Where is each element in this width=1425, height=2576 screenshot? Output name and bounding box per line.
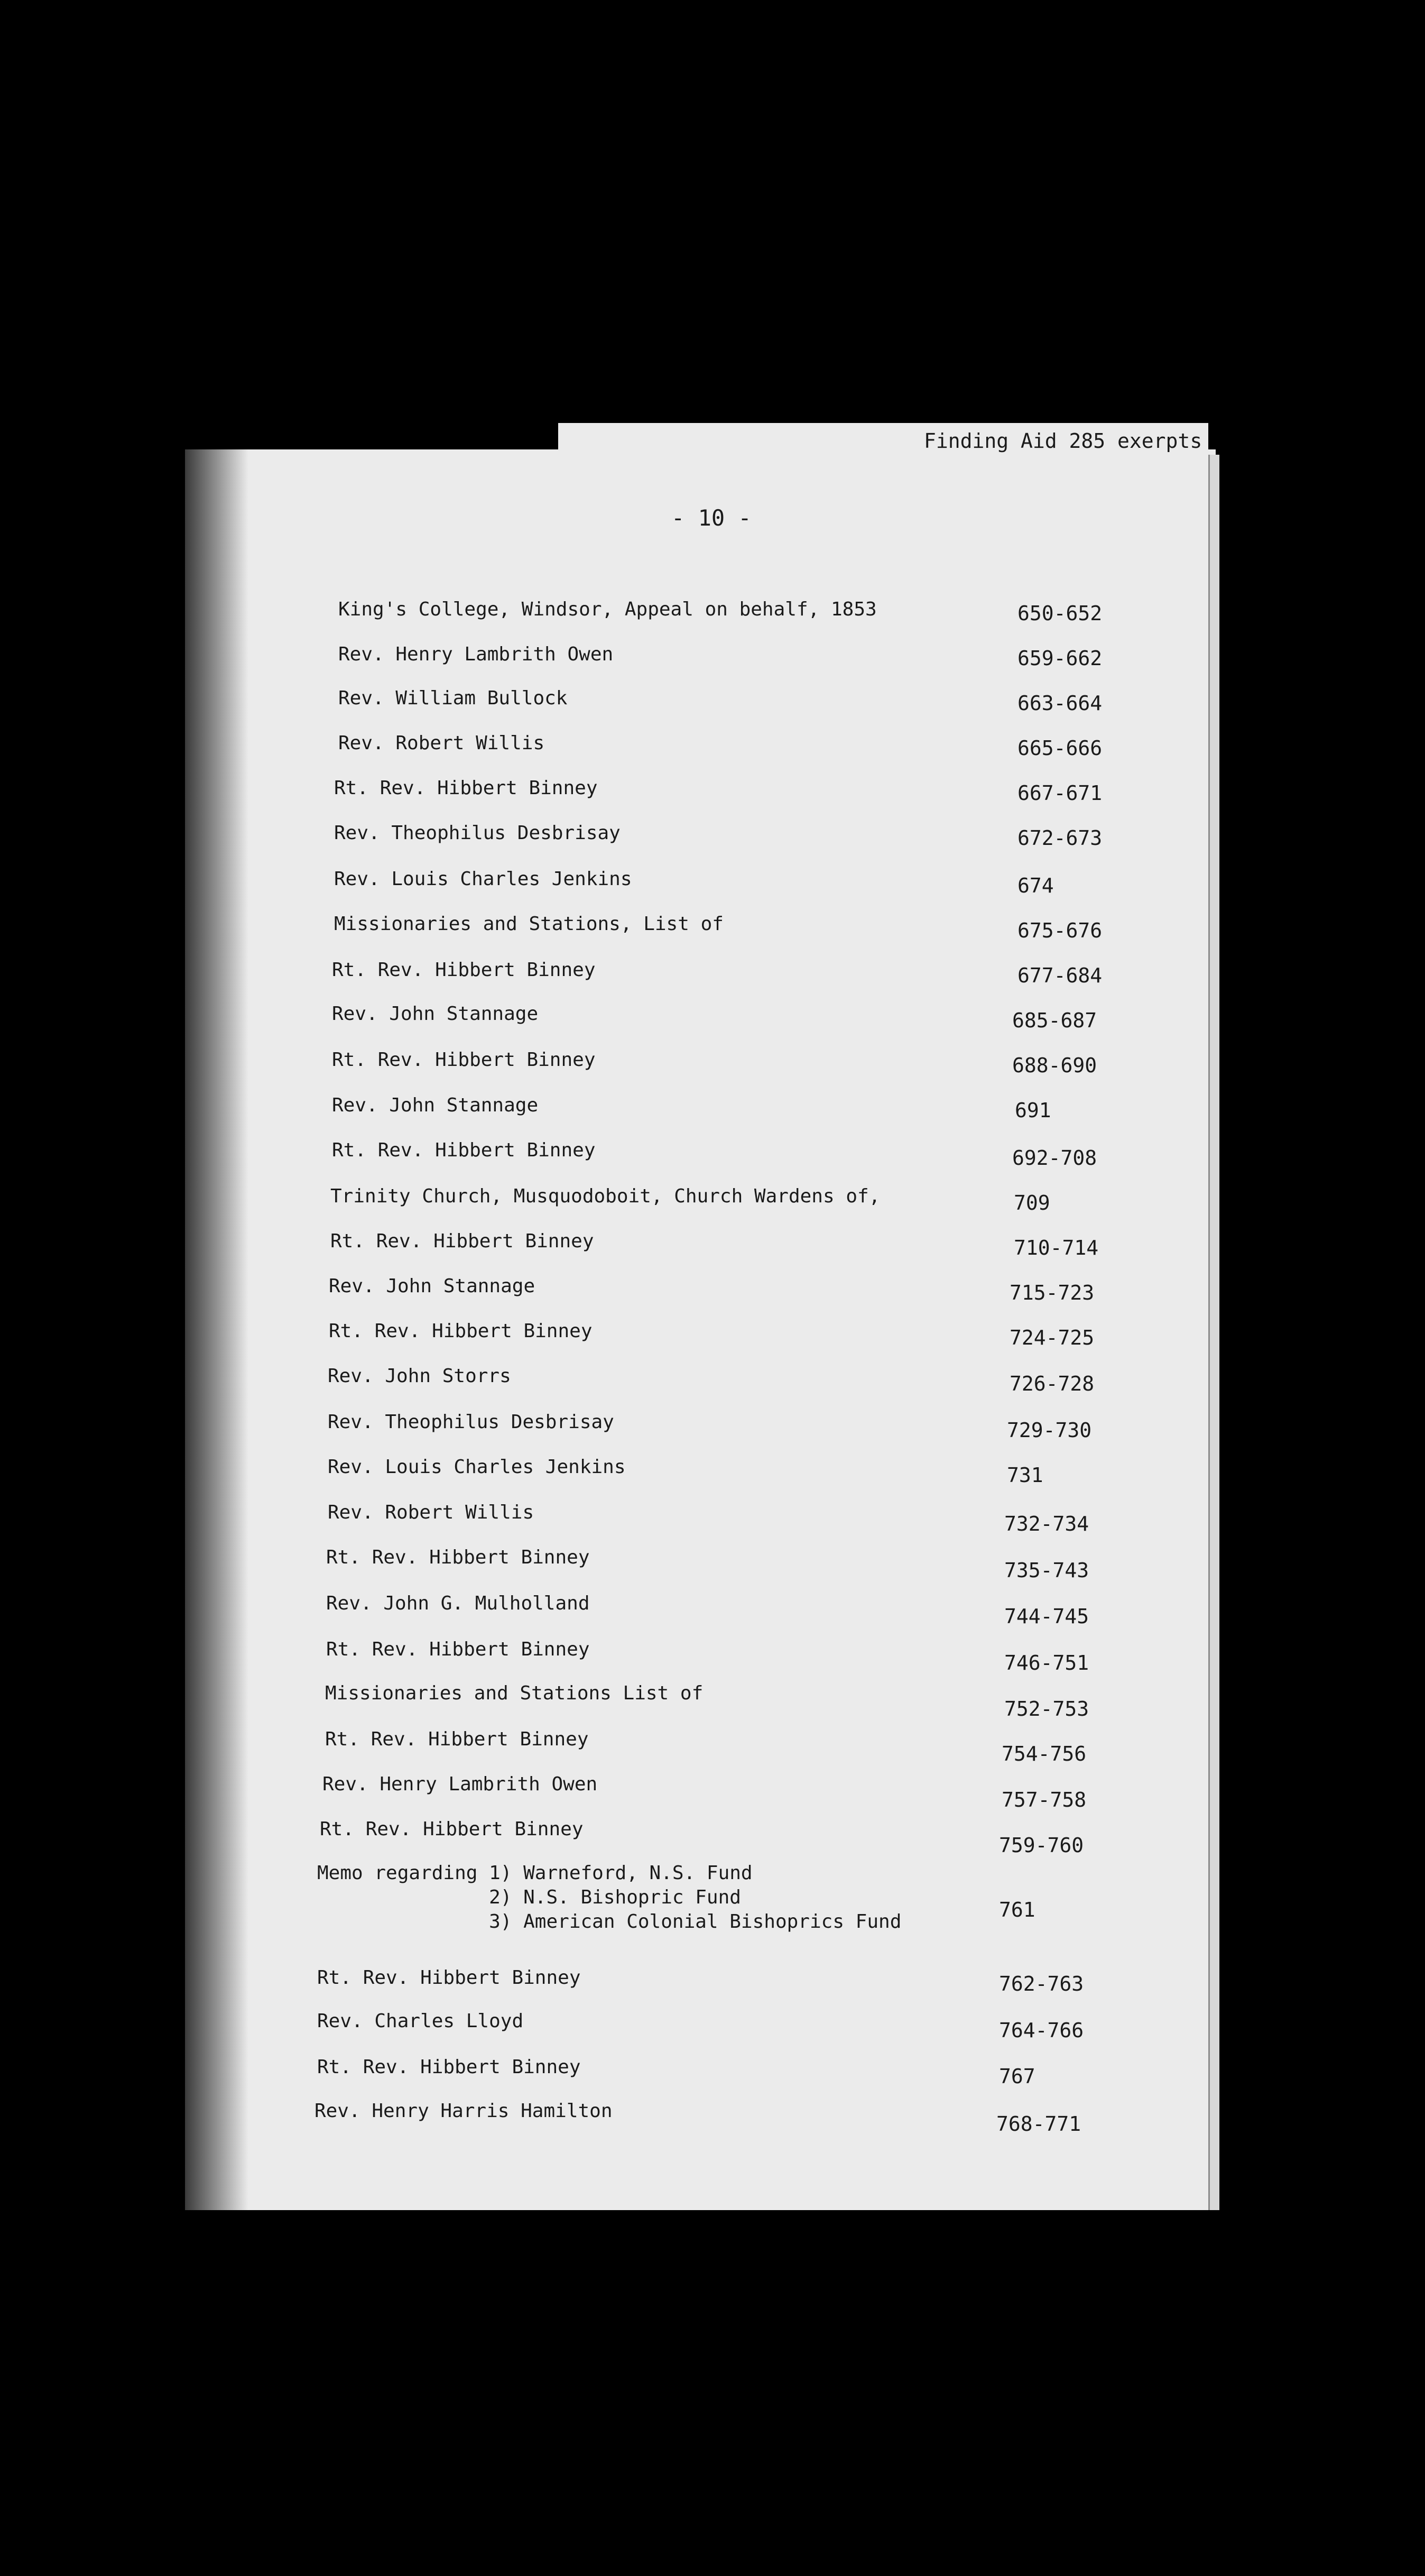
entry-pages: 715-723 — [1010, 1281, 1095, 1304]
entry-pages: 768-771 — [996, 2112, 1081, 2136]
entry-pages: 677-684 — [1017, 964, 1103, 987]
entry-name: Rt. Rev. Hibbert Binney — [326, 1639, 590, 1660]
entry-name: Missionaries and Stations List of — [325, 1682, 704, 1704]
entry-pages: 663-664 — [1017, 692, 1103, 715]
entry-pages: 672-673 — [1017, 826, 1103, 850]
entry-name: Memo regarding 1) Warneford, N.S. Fund 2) N.S. Bishopric Fund 3) American Colonial Bishoprics Fund — [317, 1862, 902, 1933]
entry-pages: 767 — [999, 2065, 1035, 2088]
entry-pages: 754-756 — [1002, 1742, 1087, 1765]
entry-pages: 692-708 — [1012, 1146, 1097, 1170]
entry-name: Rt. Rev. Hibbert Binney — [325, 1728, 589, 1750]
entry-pages: 752-753 — [1004, 1697, 1089, 1721]
entry-name: Rt. Rev. Hibbert Binney — [326, 1547, 590, 1568]
finding-aid-label: Finding Aid 285 exerpts — [924, 429, 1202, 453]
entry-pages: 659-662 — [1017, 647, 1103, 670]
entry-name: Rt. Rev. Hibbert Binney — [332, 1139, 596, 1161]
entry-name: Rev. John Storrs — [328, 1365, 511, 1387]
entry-name: Rev. Henry Lambrith Owen — [322, 1773, 598, 1795]
entry-pages: 744-745 — [1004, 1605, 1089, 1628]
entry-pages: 667-671 — [1017, 781, 1103, 805]
entry-name: Rev. Robert Willis — [328, 1502, 534, 1523]
entry-name: Rev. Louis Charles Jenkins — [334, 868, 632, 890]
entry-pages: 761 — [999, 1898, 1035, 1921]
entry-name: Rt. Rev. Hibbert Binney — [334, 777, 598, 799]
entry-name: Rt. Rev. Hibbert Binney — [317, 2056, 581, 2078]
entry-pages: 732-734 — [1004, 1512, 1089, 1535]
entry-name: Rev. John Stannage — [329, 1275, 535, 1297]
entry-name: King's College, Windsor, Appeal on behalf, 1853 — [338, 599, 877, 620]
entry-name: Rev. Henry Harris Hamilton — [314, 2100, 613, 2122]
entry-pages: 650-652 — [1017, 602, 1103, 625]
entry-name: Rev. Louis Charles Jenkins — [328, 1456, 626, 1478]
entry-name: Rt. Rev. Hibbert Binney — [330, 1230, 594, 1252]
entry-name: Rev. John Stannage — [332, 1094, 539, 1116]
entry-name: Rt. Rev. Hibbert Binney — [329, 1320, 593, 1342]
entry-pages: 724-725 — [1010, 1326, 1095, 1349]
entry-pages: 764-766 — [999, 2019, 1084, 2042]
entry-pages: 746-751 — [1004, 1651, 1089, 1675]
entry-pages: 688-690 — [1012, 1054, 1097, 1077]
entry-pages: 729-730 — [1007, 1419, 1092, 1442]
page-number: - 10 - — [671, 505, 752, 531]
entry-name: Rev. John G. Mulholland — [326, 1593, 590, 1614]
entry-pages: 665-666 — [1017, 737, 1103, 760]
entry-name: Missionaries and Stations, List of — [334, 913, 724, 935]
entry-name: Rev. Theophilus Desbrisay — [328, 1411, 614, 1433]
entry-name: Rt. Rev. Hibbert Binney — [320, 1818, 584, 1840]
entry-pages: 757-758 — [1002, 1788, 1087, 1811]
entry-pages: 691 — [1015, 1099, 1051, 1122]
entry-pages: 726-728 — [1010, 1372, 1095, 1395]
entry-pages: 759-760 — [999, 1834, 1084, 1857]
entry-name: Rev. Robert Willis — [338, 732, 545, 754]
entry-pages: 685-687 — [1012, 1009, 1097, 1032]
entry-name: Trinity Church, Musquodoboit, Church Wardens of, — [330, 1185, 881, 1207]
entry-pages: 710-714 — [1014, 1236, 1099, 1259]
entry-name: Rev. William Bullock — [338, 687, 568, 709]
entry-name: Rev. Charles Lloyd — [317, 2010, 524, 2032]
entry-name: Rev. John Stannage — [332, 1003, 539, 1025]
entry-pages: 735-743 — [1004, 1559, 1089, 1582]
entry-pages: 674 — [1017, 874, 1054, 897]
entry-pages: 731 — [1007, 1464, 1043, 1487]
entry-pages: 709 — [1014, 1191, 1050, 1215]
entry-name: Rev. Theophilus Desbrisay — [334, 822, 621, 844]
entry-name: Rt. Rev. Hibbert Binney — [332, 1049, 596, 1071]
entry-pages: 762-763 — [999, 1972, 1084, 1995]
entry-pages: 675-676 — [1017, 919, 1103, 942]
entry-name: Rt. Rev. Hibbert Binney — [332, 959, 596, 981]
entry-name: Rev. Henry Lambrith Owen — [338, 643, 614, 665]
entry-name: Rt. Rev. Hibbert Binney — [317, 1967, 581, 1989]
